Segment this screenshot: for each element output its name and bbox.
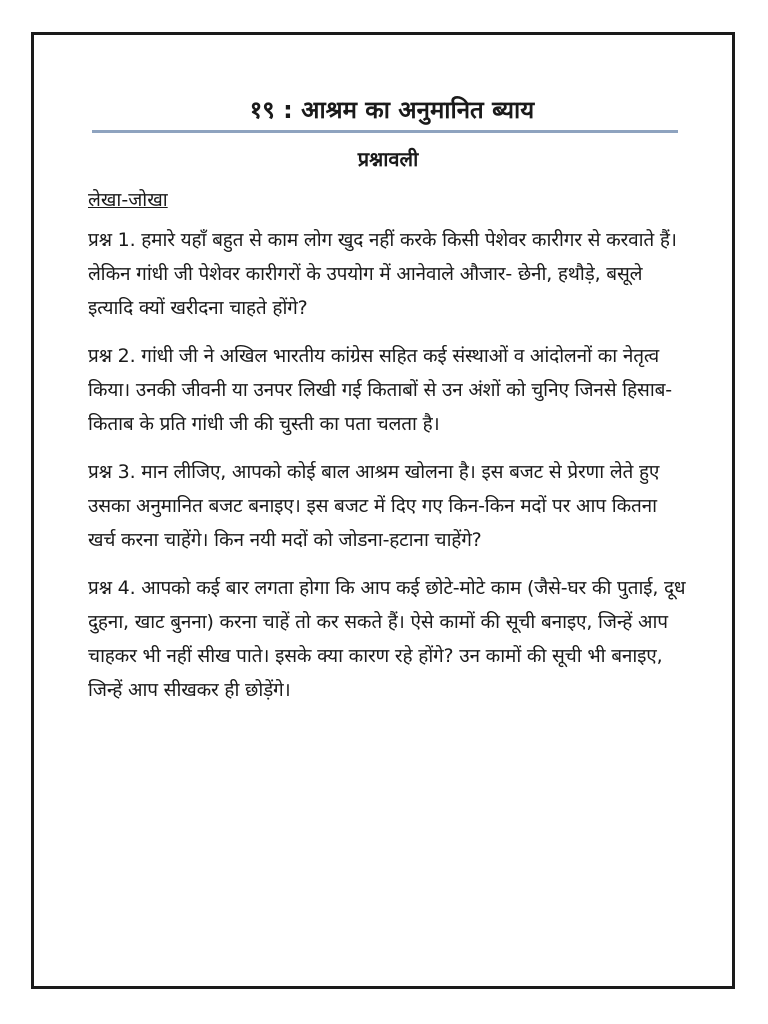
question-3: प्रश्न 3. मान लीजिए, आपको कोई बाल आश्रम खोलना है। इस बजट से प्रेरणा लेते हुए उसका अनुमानित बजट बनाइए। इस बजट में दिए गए किन-किन मदों पर आप कितना खर्च करना चाहेंगे। किन नयी मदों को जोडना-हटाना चाहेंगे? xyxy=(88,461,660,551)
question-2: प्रश्न 2. गांधी जी ने अखिल भारतीय कांग्रेस सहित कई संस्थाओं व आंदोलनों का नेतृत्व किया। उनकी जीवनी या उनपर लिखी गई किताबों से उन अंशों को चुनिए जिनसे हिसाब-किताब के प्रति गांधी जी की चुस्ती का पता चलता है। xyxy=(88,345,672,435)
title-underline-rule xyxy=(92,130,678,133)
document-content xyxy=(88,92,688,707)
question-1: प्रश्न 1. हमारे यहाँ बहुत से काम लोग खुद नहीं करके किसी पेशेवर कारीगर से करवाते हैं। लेकिन गांधी जी पेशेवर कारीगरों के उपयोग में आनेवाले औजार- छेनी, हथौड़े, बसूले इत्यादि क्यों खरीदना चाहते होंगे? xyxy=(88,229,677,319)
section-title: प्रश्नावली xyxy=(357,147,419,171)
subsection-title: लेखा-जोखा xyxy=(88,189,168,211)
chapter-title: १९ : आश्रम का अनुमानित ब्याय xyxy=(249,96,535,124)
question-4: प्रश्न 4. आपको कई बार लगता होगा कि आप कई छोटे-मोटे काम (जैसे-घर की पुताई, दूध दुहना, खाट बुनना) करना चाहें तो कर सकते हैं। ऐसे कामों की सूची बनाइए, जिन्हें आप चाहकर भी नहीं सीख पाते। इसके क्या कारण रहे होंगे? उन कामों की सूची भी बनाइए, जिन्हें आप सीखकर ही छोड़ेंगे। xyxy=(88,577,686,701)
